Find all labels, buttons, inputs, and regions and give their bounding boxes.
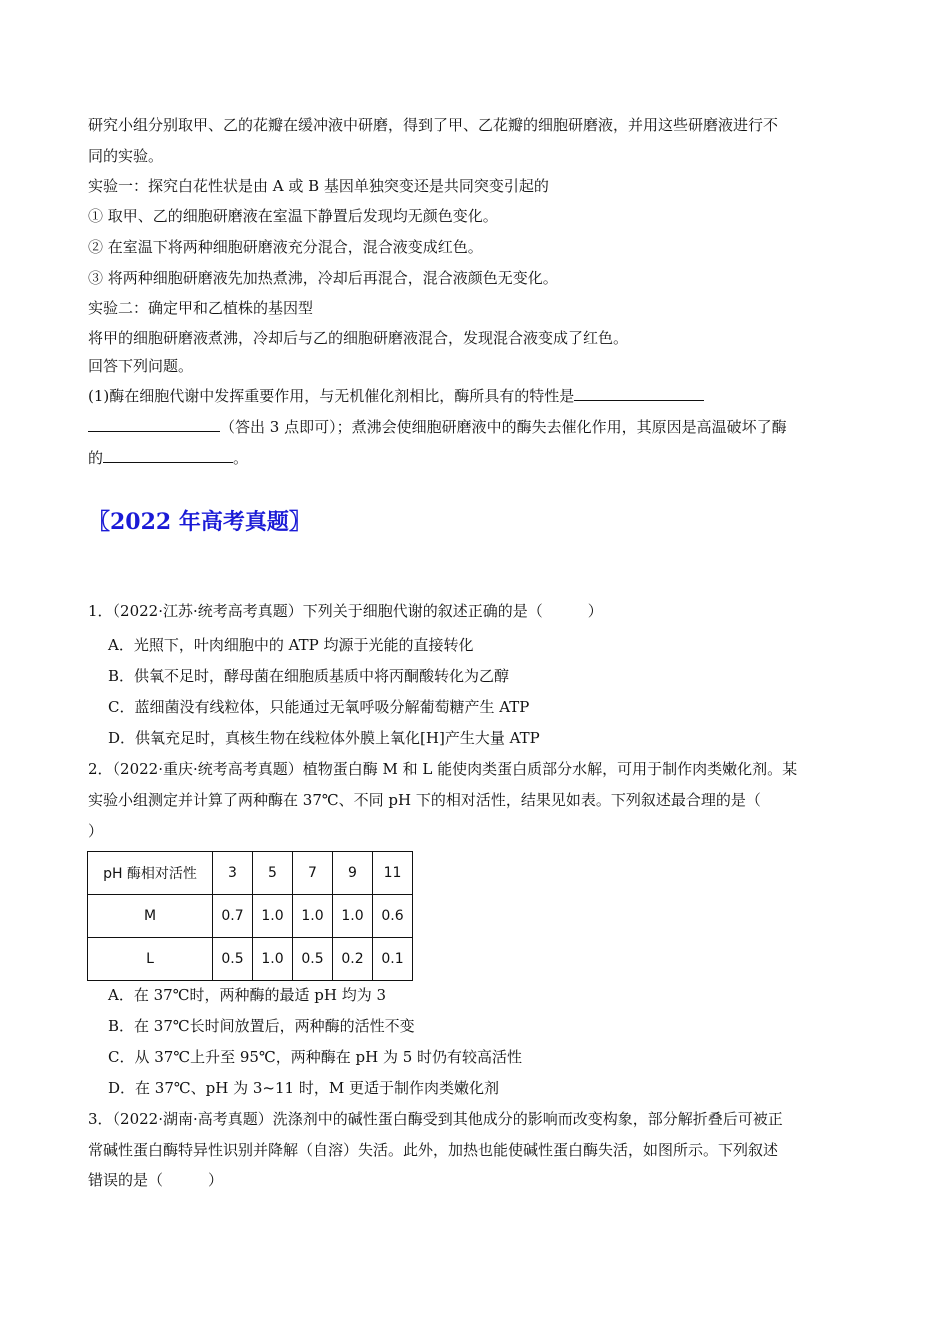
experiment-2-title: 实验二：确定甲和乙植株的基因型 — [88, 299, 314, 317]
mcq-3-stem-line-3: 错误的是（ ） — [88, 1171, 224, 1189]
intro-paragraph-line-2: 同的实验。 — [88, 147, 164, 165]
mcq-1-option-c: C．蓝细菌没有线粒体，只能通过无氧呼吸分解葡萄糖产生 ATP — [108, 698, 530, 716]
question-1-text-a: (1)酶在细胞代谢中发挥重要作用，与无机催化剂相比，酶所具有的特性是 — [88, 387, 575, 405]
question-1-text-d: 。 — [233, 449, 249, 467]
experiment-2-text: 将甲的细胞研磨液煮沸，冷却后与乙的细胞研磨液混合，发现混合液变成了红色。 — [88, 329, 629, 347]
mcq-1-option-d: D．供氧充足时，真核生物在线粒体外膜上氧化[H]产生大量 ATP — [108, 729, 540, 747]
table-header-cell: 11 — [373, 852, 413, 895]
table-cell: 1.0 — [253, 895, 293, 938]
table-cell: L — [88, 938, 213, 981]
mcq-2-option-d: D．在 37℃、pH 为 3~11 时，M 更适于制作肉类嫩化剂 — [108, 1079, 499, 1097]
table-row — [88, 895, 413, 938]
mcq-2-stem-line-3: ） — [88, 822, 104, 840]
mcq-2-stem-line-1: 2．（2022·重庆·统考高考真题）植物蛋白酶 M 和 L 能使肉类蛋白质部分水解，可用于制作肉类嫩化剂。某 — [88, 760, 798, 778]
mcq-1-option-a: A．光照下，叶肉细胞中的 ATP 均源于光能的直接转化 — [108, 636, 474, 654]
question-1-line-2 — [88, 417, 787, 437]
experiment-1-step-3: ③ 将两种细胞研磨液先加热煮沸，冷却后再混合，混合液颜色无变化。 — [88, 269, 558, 287]
table-cell: 0.5 — [213, 938, 253, 981]
mcq-1-option-b: B．供氧不足时，酵母菌在细胞质基质中将丙酮酸转化为乙醇 — [108, 667, 510, 685]
table-row — [88, 938, 413, 981]
mcq-1-stem: 1．（2022·江苏·统考高考真题）下列关于细胞代谢的叙述正确的是（ ） — [88, 602, 603, 620]
question-1-line-1 — [88, 386, 704, 406]
table-cell: 0.1 — [373, 938, 413, 981]
mcq-3-stem-line-1: 3．（2022·湖南·高考真题）洗涤剂中的碱性蛋白酶受到其他成分的影响而改变构象，部分解折叠后可被正 — [88, 1110, 783, 1128]
experiment-1-title: 实验一：探究白花性状是由 A 或 B 基因单独突变还是共同突变引起的 — [88, 177, 549, 195]
mcq-2-stem-line-2: 实验小组测定并计算了两种酶在 37℃、不同 pH 下的相对活性，结果见如表。下列叙述最合理的是（ — [88, 791, 761, 809]
question-1-line-3 — [88, 448, 248, 468]
answer-blank-3[interactable] — [103, 448, 233, 463]
experiment-1-step-1: ① 取甲、乙的细胞研磨液在室温下静置后发现均无颜色变化。 — [88, 207, 498, 225]
table-header-row — [88, 852, 413, 895]
question-1-text-c: 的 — [88, 449, 104, 467]
question-1-text-b: （答出 3 点即可）；煮沸会使细胞研磨液中的酶失去催化作用，其原因是高温破坏了酶 — [220, 418, 787, 436]
mcq-2-option-a: A．在 37℃时，两种酶的最适 pH 均为 3 — [108, 986, 386, 1004]
table-header-cell: 3 — [213, 852, 253, 895]
table-header-cell: pH 酶相对活性 — [88, 852, 213, 895]
section-heading: 〖2022 年高考真题〗 — [88, 509, 311, 535]
table-cell: 0.6 — [373, 895, 413, 938]
table-header-cell: 7 — [293, 852, 333, 895]
mcq-2-option-c: C．从 37℃上升至 95℃，两种酶在 pH 为 5 时仍有较高活性 — [108, 1048, 523, 1066]
mcq-3-stem-line-2: 常碱性蛋白酶特异性识别并降解（自溶）失活。此外，加热也能使碱性蛋白酶失活，如图所示。下列叙述 — [88, 1141, 779, 1159]
table-cell: 1.0 — [333, 895, 373, 938]
ph-activity-table — [87, 851, 413, 981]
table-cell: 0.2 — [333, 938, 373, 981]
intro-paragraph-line-1: 研究小组分别取甲、乙的花瓣在缓冲液中研磨，得到了甲、乙花瓣的细胞研磨液，并用这些研磨液进行不 — [88, 116, 779, 134]
answer-blank-2[interactable] — [88, 417, 220, 432]
table-cell: 1.0 — [293, 895, 333, 938]
table-header-cell: 9 — [333, 852, 373, 895]
table-cell: 1.0 — [253, 938, 293, 981]
experiment-1-step-2: ② 在室温下将两种细胞研磨液充分混合，混合液变成红色。 — [88, 238, 483, 256]
mcq-2-option-b: B．在 37℃长时间放置后，两种酶的活性不变 — [108, 1017, 415, 1035]
answer-blank-1[interactable] — [574, 386, 704, 401]
answer-prompt: 回答下列问题。 — [88, 357, 194, 375]
table-cell: 0.7 — [213, 895, 253, 938]
table-header-cell: 5 — [253, 852, 293, 895]
table-cell: M — [88, 895, 213, 938]
table-cell: 0.5 — [293, 938, 333, 981]
